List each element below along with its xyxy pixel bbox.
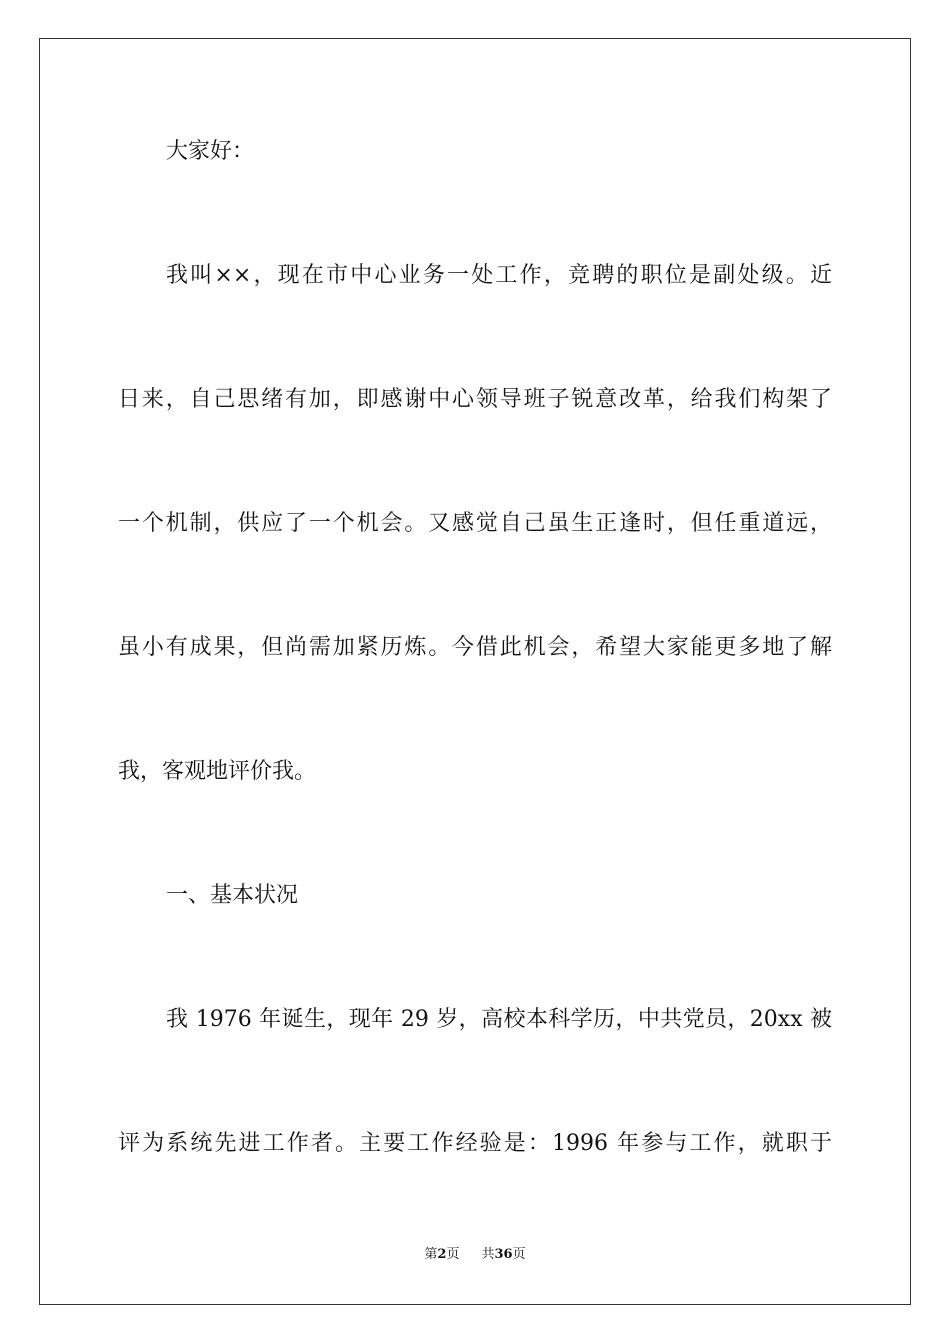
page-number: 2 bbox=[437, 1247, 447, 1262]
page-footer bbox=[0, 1246, 950, 1264]
page-suffix: 页 bbox=[446, 1247, 460, 1262]
greeting-line: 大家好： bbox=[166, 139, 255, 164]
body-line: 虽小有成果，但尚需加紧历炼。今借此机会，希望大家能更多地了解 bbox=[118, 635, 832, 660]
total-pages: 36 bbox=[494, 1247, 513, 1262]
body-line: 日来，自己思绪有加，即感谢中心领导班子锐意改革，给我们构架了 bbox=[118, 387, 832, 412]
section-heading: 一、基本状况 bbox=[166, 883, 299, 908]
body-line: 我叫××，现在市中心业务一处工作，竞聘的职位是副处级。近 bbox=[166, 263, 832, 288]
total-prefix: 共 bbox=[481, 1247, 495, 1262]
page-prefix: 第 bbox=[424, 1247, 438, 1262]
body-line: 我，客观地评价我。 bbox=[118, 759, 317, 784]
body-line: 评为系统先进工作者。主要工作经验是：1996 年参与工作，就职于 bbox=[118, 1131, 832, 1156]
total-suffix: 页 bbox=[512, 1247, 526, 1262]
body-line: 我 1976 年诞生，现年 29 岁，高校本科学历，中共党员，20xx 被 bbox=[166, 1007, 832, 1032]
page-frame bbox=[39, 38, 911, 1305]
body-line: 一个机制，供应了一个机会。又感觉自己虽生正逢时，但任重道远， bbox=[118, 511, 832, 536]
